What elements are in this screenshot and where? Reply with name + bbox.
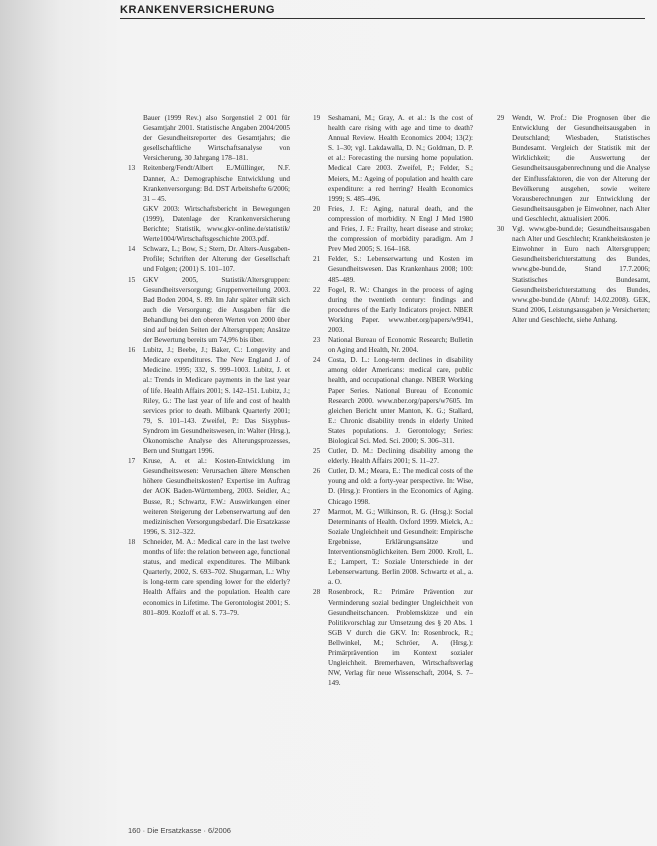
reference-text: Fries, J. F.: Aging, natural death, and the compression of morbidity. N Engl J Med 1980 and Fries, J. F.: Frailty, heart disease and stroke; the compression of morbidity paradigm. Am J Prev Med 2005; S. 164–168. xyxy=(328,204,473,254)
reference-text: Schwarz, L.; Bow, S.; Stern, Dr. Alters-Ausgaben-Profile; Schriften der Alterung der Gesellschaft und Folgen; (2001) S. 101–107. xyxy=(143,245,290,274)
reference-entry xyxy=(313,285,473,335)
reference-column-3 xyxy=(497,113,650,325)
reference-number: 28 xyxy=(313,588,321,597)
reference-number: 29 xyxy=(497,114,505,122)
reference-number: 19 xyxy=(313,114,321,122)
reference-text: Seshamani, M.; Gray, A. et al.: Is the cost of health care rising with age and time to death? Annual Review. Health Economics 2004; 13(2): S. 1–30; vgl. Lakdawalla, D. N.; Goldman, D. P. et al.: Forecasting the nursing home population. Medical Care 2003. Zweifel, P.; Felder, S.; Meiers, M.: Ageing of population and health care expenditure: a red herring? Health Economics 1999; S. 485–496. xyxy=(328,114,473,203)
reference-entry xyxy=(497,224,650,325)
reference-entry xyxy=(313,507,473,588)
reference-column-1 xyxy=(128,113,290,618)
reference-number: 21 xyxy=(313,255,321,264)
header-rule xyxy=(120,18,645,19)
reference-number: 15 xyxy=(128,275,136,284)
reference-number: 20 xyxy=(313,204,321,213)
reference-entry xyxy=(313,204,473,254)
reference-text: Cutler, D. M.; Meara, E.: The medical costs of the young and old: a forty-year perspective. In: Wise, D. (Hrsg.): Frontiers in the Economics of Aging. Chicago 1998. xyxy=(328,467,473,506)
reference-entry xyxy=(128,275,290,346)
reference-text: Schneider, M. A.: Medical care in the last twelve months of life: the relation between age, functional status, and medical expenditures. The Milbank Quarterly, 2002, S. 693–702. Shugarman, L.: Why is long-term care spending lower for the elderly? Health Affairs and the population. Health care economics in Lifetime. The Gerontologist 2001; S. 801–809. Kozloff et al. S. 73–79. xyxy=(143,537,290,617)
reference-entry xyxy=(128,244,290,274)
reference-entry xyxy=(128,456,290,537)
reference-number: 14 xyxy=(128,245,136,254)
reference-text: Bauer (1999 Rev.) also Sorgenstiel 2 001 für Gesamtjahr 2001. Statistische Angaben 2004/2005 der Gesundheitsreporter des Gesamtjahrs; die gesellschaftliche Wirtschaftsanalyse von Versicherung, 30 Jahrgang 178–181. xyxy=(143,114,290,163)
reference-number: 13 xyxy=(128,164,136,173)
reference-entry xyxy=(128,537,290,618)
reference-text: Rosenbrock, R.: Primäre Prävention zur Verminderung sozial bedingter Ungleichheit von Gesundheitschancen. Problemskizze und ein Politikvorschlag zur Umsetzung des § 20 Abs. 1 SGB V durch die GKV. In: Rosenbrock, R.; Bellwinkel, M.; Schröer, A. (Hrsg.): Primärprävention im Kontext sozialer Ungleichheit. Bremerhaven, Wirtschaftsverlag NW, Verlag für neue Wissenschaft, 2004, S. 7–149. xyxy=(328,588,473,688)
reference-entry xyxy=(313,587,473,688)
reference-entry xyxy=(497,113,650,224)
reference-number: 25 xyxy=(313,447,321,456)
reference-number: 18 xyxy=(128,537,136,546)
reference-number: 26 xyxy=(313,467,321,476)
reference-text: Costa, D. L.: Long-term declines in disability among older Americans: medical care, public health, and occupational change. NBER Working Paper Series. National Bureau of Economic Research 2000. www.nber.org/papers/w7605. Im gleichen Bericht unter Manton, K. G.; Stallard, E.: Chronic disability trends in elderly United States populations. J. Gerontology; Series: Biological Sci. Med. Sci. 2000; S. 306–311. xyxy=(328,356,473,445)
reference-text: Kruse, A. et al.: Kosten-Entwicklung im Gesundheitswesen: Verursachen ältere Menschen höhere Gesundheitskosten? Expertise im Auftrag der AOK Baden-Württemberg, 2003. Seidler, A.; Busse, R.; Schwartz, F.W.: Auswirkungen einer weiteren Steigerung der Lebenserwartung auf den medizinischen Versorgungsbedarf. Die Ersatzkasse 1996, S. 312–322. xyxy=(143,457,290,536)
reference-text: Felder, S.: Lebenserwartung und Kosten im Gesundheitswesen. Das Krankenhaus 2008; 100: 485–489. xyxy=(328,255,473,284)
reference-text: Marmot, M. G.; Wilkinson, R. G. (Hrsg.): Social Determinants of Health. Oxford 1999. Mielck, A.: Soziale Ungleichheit und Gesundheit: Empirische Ergebnisse, Erklärungsansätze und Interventionsmöglichkeiten. Bern 2000. Kroll, L. E.; Lampert, T.: Soziale Unterschiede in der Lebenserwartung. Berlin 2008. Schwartz et al., a. a. O. xyxy=(328,507,473,587)
section-header: KRANKENVERSICHERUNG xyxy=(120,4,276,16)
reference-number: 22 xyxy=(313,285,321,294)
reference-number: 17 xyxy=(128,457,136,466)
reference-entry xyxy=(313,355,473,446)
reference-text: Cutler, D. M.: Declining disability among the elderly. Health Affairs 2001; S. 11–27. xyxy=(328,447,473,466)
reference-number: 16 xyxy=(128,346,136,355)
reference-number: 24 xyxy=(313,356,321,365)
reference-text: Lubitz, J.; Beebe, J.; Baker, C.: Longevity and Medicare expenditures. The New England J. of Medicine. 1995; 332, S. 999–1003. Lubitz, J. et al.: Trends in Medicare payments in the last year of life. Health Affairs 2001; S. 142–151. Lubitz, J.; Riley, G.: The last year of life and cost of health services prior to death. Milbank Quarterly 2001; 79, S. 101–143. Zweifel, P.: Das Sisyphus-Syndrom im Gesundheitswesen, in: Walter (Hrsg.), Ökonomische Analyse des Alterungsprozesses, Bern und Stuttgart 1996. xyxy=(143,346,291,456)
reference-entry xyxy=(128,163,290,203)
reference-entry xyxy=(313,113,473,204)
reference-number: 23 xyxy=(313,336,321,345)
reference-text: National Bureau of Economic Research; Bulletin on Aging and Health, Nr. 2004. xyxy=(328,336,473,355)
page-footer: 160 · Die Ersatzkasse · 6/2006 xyxy=(128,826,231,835)
reference-text: GKV 2005, Statistik/Altersgruppen: Gesundheitsversorgung; Gruppenverteilung 2003. Bad Boden 2004, S. 89. Im Jahr später erhält sich auch die Versorgung; die Ausgaben für die Behandlung bei den oberen Werten von 2000 über sind auf beiden Seiten der Altersgruppen; Ansätze der Bewertung bereits um 74,9% bis über. xyxy=(143,275,290,345)
reference-text: Vgl. www.gbe-bund.de; Gesundheitsausgaben nach Alter und Geschlecht; Krankheitskosten je Einwohner in Euro nach Altersgruppen; Gesundheitsberichterstattung des Bundes, www.gbe-bund.de, Stand 17.7.2006; Statistisches Bundesamt, Gesundheitsberichterstattung des Bundes, www.gbe-bund.de (Abruf: 14.02.2008). GEK, Stand 2006, Leistungsausgaben je Versicherten; Alter und Geschlecht, siehe Anhang. xyxy=(512,225,650,324)
reference-entry xyxy=(128,345,290,456)
reference-entry xyxy=(313,446,473,466)
reference-number: 30 xyxy=(497,225,505,234)
reference-entry xyxy=(313,335,473,355)
reference-text: Wendt, W. Prof.: Die Prognosen über die Entwicklung der Gesundheitsausgaben in Deutschland; Wiesbaden, Statistisches Bundesamt. Vergleich der Statistik mit der Wirklichkeit; die Auswertung der Gesundheitsausgabenrechnung und die Analyse der Einflussfaktoren, die von der Alterung der Bevölkerung ausgehen, sowie weitere Vorausberechnungen zur Entwicklung der Gesundheitsausgaben je Einwohner, nach Alter und Geschlecht, aktualisiert 2006. xyxy=(512,114,650,223)
reference-entry xyxy=(313,254,473,284)
reference-entry xyxy=(128,113,290,163)
reference-entry xyxy=(128,204,290,244)
reference-column-2 xyxy=(313,113,473,688)
reference-text: Fogel, R. W.: Changes in the process of aging during the twentieth century: findings and procedures of the Early Indicators project. NBER Working Paper. www.nber.org/papers/w9941, 2003. xyxy=(328,285,473,334)
reference-text: GKV 2003: Wirtschaftsbericht in Bewegungen (1999), Datenlage der Krankenversicherung Berichte; Statistik, www.gkv-online.de/statistik/ Werte1004/Wirtschaftsgeschichte 2003.pdf. xyxy=(143,204,290,244)
reference-number: 27 xyxy=(313,507,321,516)
reference-text: Reitenberg/Fendt/Albert E./Müllinger, N.F. Danner, A.: Demographische Entwicklung und Krankenversorgung: Bd. DST Arbeitshefte 6/2006; 31 – 45. xyxy=(143,164,290,203)
reference-entry xyxy=(313,466,473,506)
